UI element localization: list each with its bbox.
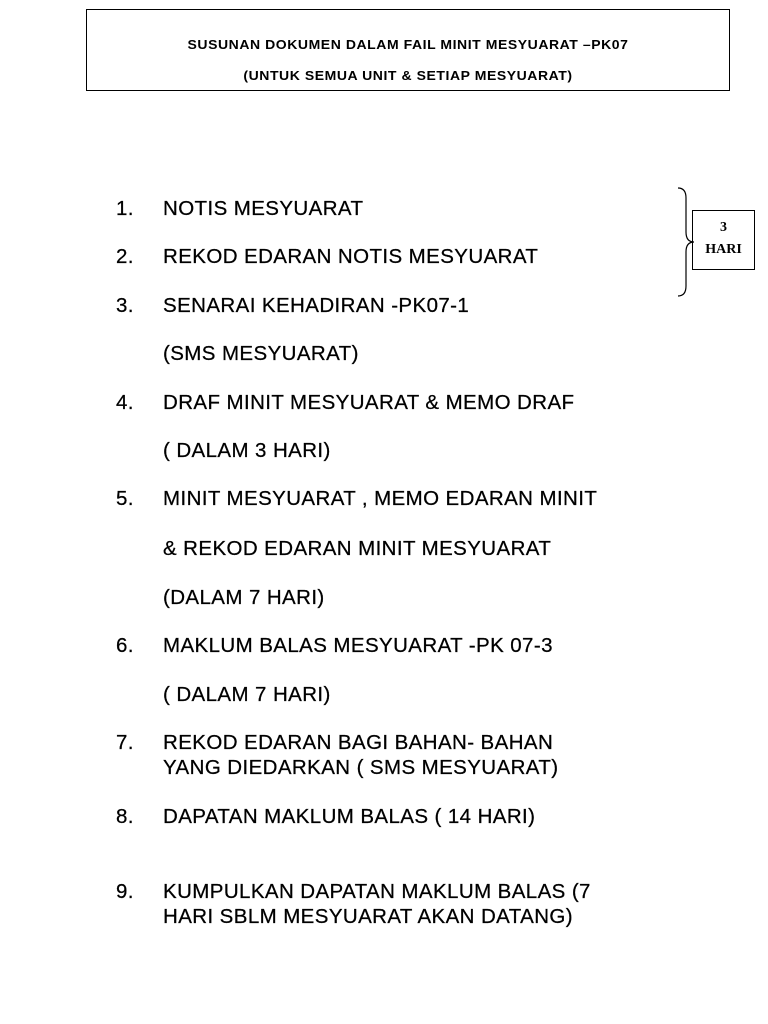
list-item-text: MAKLUM BALAS MESYUARAT -PK 07-3 (163, 634, 553, 657)
list-item-number: 7. (116, 731, 134, 754)
list-item-number: 1. (116, 197, 134, 220)
list-item-text: YANG DIEDARKAN ( SMS MESYUARAT) (163, 756, 559, 779)
list-item-text: REKOD EDARAN BAGI BAHAN- BAHAN (163, 731, 554, 754)
list-item-text: & REKOD EDARAN MINIT MESYUARAT (163, 537, 552, 560)
header-box (86, 9, 730, 91)
list-item-text: KUMPULKAN DAPATAN MAKLUM BALAS (7 (163, 880, 591, 903)
list-item-text: (SMS MESYUARAT) (163, 342, 359, 365)
list-item-number: 3. (116, 294, 134, 317)
list-item-number: 8. (116, 805, 134, 828)
three-days-box (692, 210, 755, 270)
list-item-text: REKOD EDARAN NOTIS MESYUARAT (163, 245, 539, 268)
list-item-text: NOTIS MESYUARAT (163, 197, 364, 220)
list-item-text: SENARAI KEHADIRAN -PK07-1 (163, 294, 470, 317)
list-item-text: ( DALAM 3 HARI) (163, 439, 331, 462)
list-item-text: HARI SBLM MESYUARAT AKAN DATANG) (163, 905, 573, 928)
list-item-number: 2. (116, 245, 134, 268)
document-subtitle: (UNTUK SEMUA UNIT & SETIAP MESYUARAT) (243, 69, 573, 83)
list-item-number: 6. (116, 634, 134, 657)
list-item-number: 4. (116, 391, 134, 414)
list-item-text: (DALAM 7 HARI) (163, 586, 325, 609)
list-item-text: MINIT MESYUARAT , MEMO EDARAN MINIT (163, 487, 598, 510)
days-label: HARI (705, 242, 742, 257)
days-count: 3 (720, 220, 727, 235)
list-item-text: ( DALAM 7 HARI) (163, 683, 331, 706)
list-item-number: 5. (116, 487, 134, 510)
list-item-number: 9. (116, 880, 134, 903)
document-title: SUSUNAN DOKUMEN DALAM FAIL MINIT MESYUARAT –PK07 (187, 38, 629, 52)
list-item-text: DRAF MINIT MESYUARAT & MEMO DRAF (163, 391, 575, 414)
list-item-text: DAPATAN MAKLUM BALAS ( 14 HARI) (163, 805, 536, 828)
